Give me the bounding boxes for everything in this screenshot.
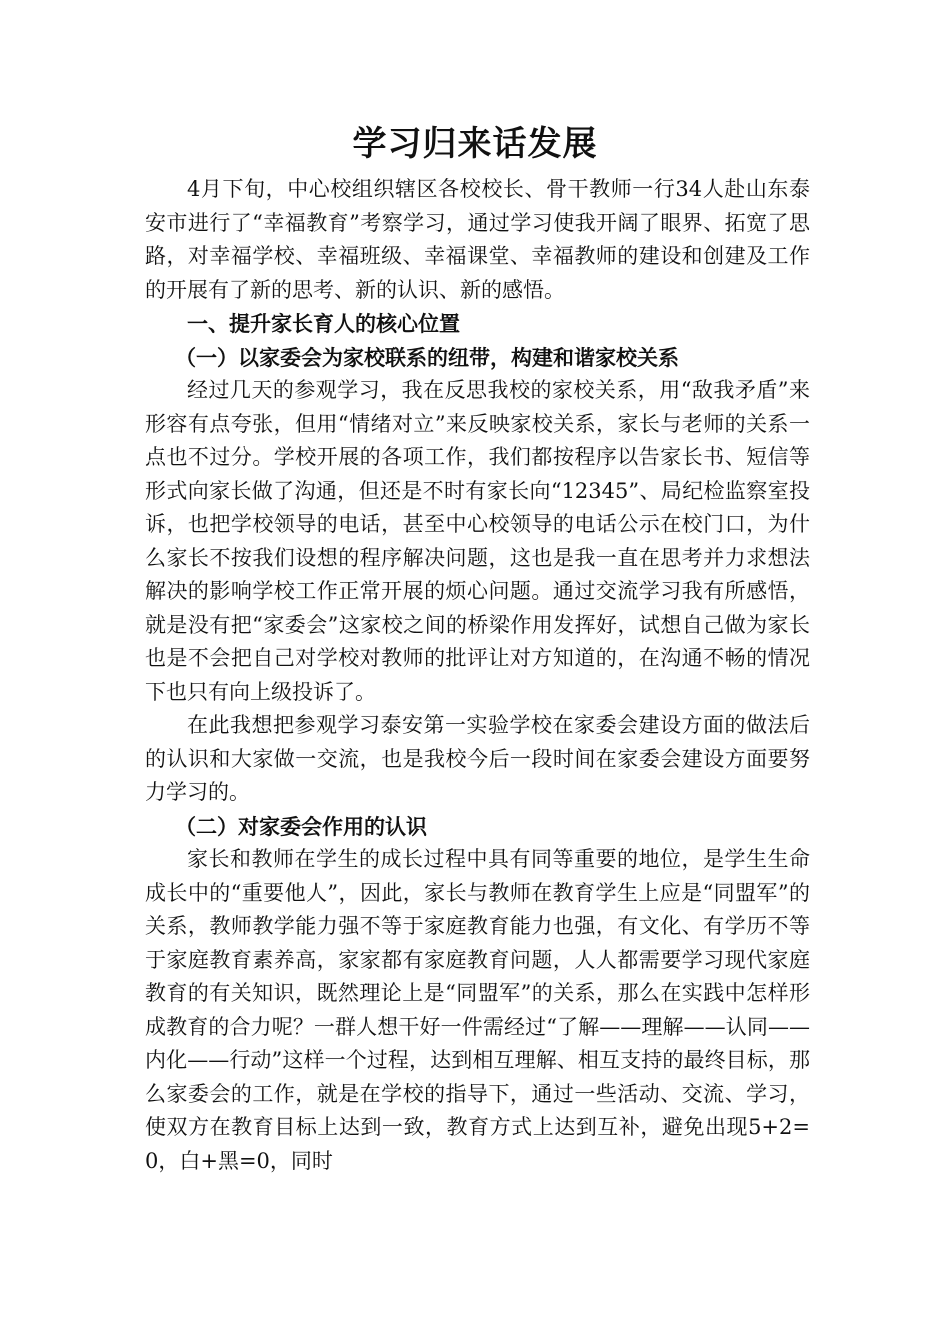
subsection-1-paragraph-2: 在此我想把参观学习泰安第一实验学校在家委会建设方面的做法后的认识和大家做一交流，也是我校今后一段时间在家委会建设方面要努力学习的。 <box>145 713 810 804</box>
section-1-heading: 一、提升家长育人的核心位置 <box>187 311 460 336</box>
document-title: 学习归来话发展 <box>352 124 598 164</box>
subsection-2-paragraph-1: 家长和教师在学生的成长过程中具有同等重要的地位，是学生生命成长中的“重要他人”，因此，家长与教师在教育学生上应是“同盟军”的关系，教师教学能力强不等于家庭教育能力也强，有文化、有学历不等于家庭教育素养高，家家都有家庭教育问题，人人都需要学习现代家庭教育的有关知识，既然理论上是“同盟军”的关系，那么在实践中怎样形成教育的合力呢？一群人想干好一件需经过“了解——理解——认同——内化——行动”这样一个过程，达到相互理解、相互支持的最终目标，那么家委会的工作，就是在学校的指导下，通过一些活动、交流、学习，使双方在教育目标上达到一致，教育方式上达到互补，避免出现5+2=0，白+黑=0，同时 <box>145 847 810 1173</box>
subsection-2-heading: （二）对家委会作用的认识 <box>175 813 427 839</box>
intro-paragraph: 4月下旬，中心校组织辖区各校校长、骨干教师一行34人赴山东泰安市进行了“幸福教育”考察学习，通过学习使我开阔了眼界、拓宽了思路，对幸福学校、幸福班级、幸福课堂、幸福教师的建设和创建及工作的开展有了新的思考、新的认识、新的感悟。 <box>145 177 810 302</box>
subsection-1-paragraph-1: 经过几天的参观学习，我在反思我校的家校关系，用“敌我矛盾”来形容有点夸张，但用“情绪对立”来反映家校关系，家长与老师的关系一点也不过分。学校开展的各项工作，我们都按程序以告家长书、短信等形式向家长做了沟通，但还是不时有家长向“12345”、局纪检监察室投诉，也把学校领导的电话，甚至中心校领导的电话公示在校门口，为什么家长不按我们设想的程序解决问题，这也是我一直在思考并力求想法解决的影响学校工作正常开展的烦心问题。通过交流学习我有所感悟，就是没有把“家委会”这家校之间的桥梁作用发挥好，试想自己做为家长也是不会把自己对学校对教师的批评让对方知道的，在沟通不畅的情况下也只有向上级投诉了。 <box>145 378 810 704</box>
document-body <box>145 173 810 1178</box>
subsection-1-heading: （一）以家委会为家校联系的纽带，构建和谐家校关系 <box>175 344 679 370</box>
